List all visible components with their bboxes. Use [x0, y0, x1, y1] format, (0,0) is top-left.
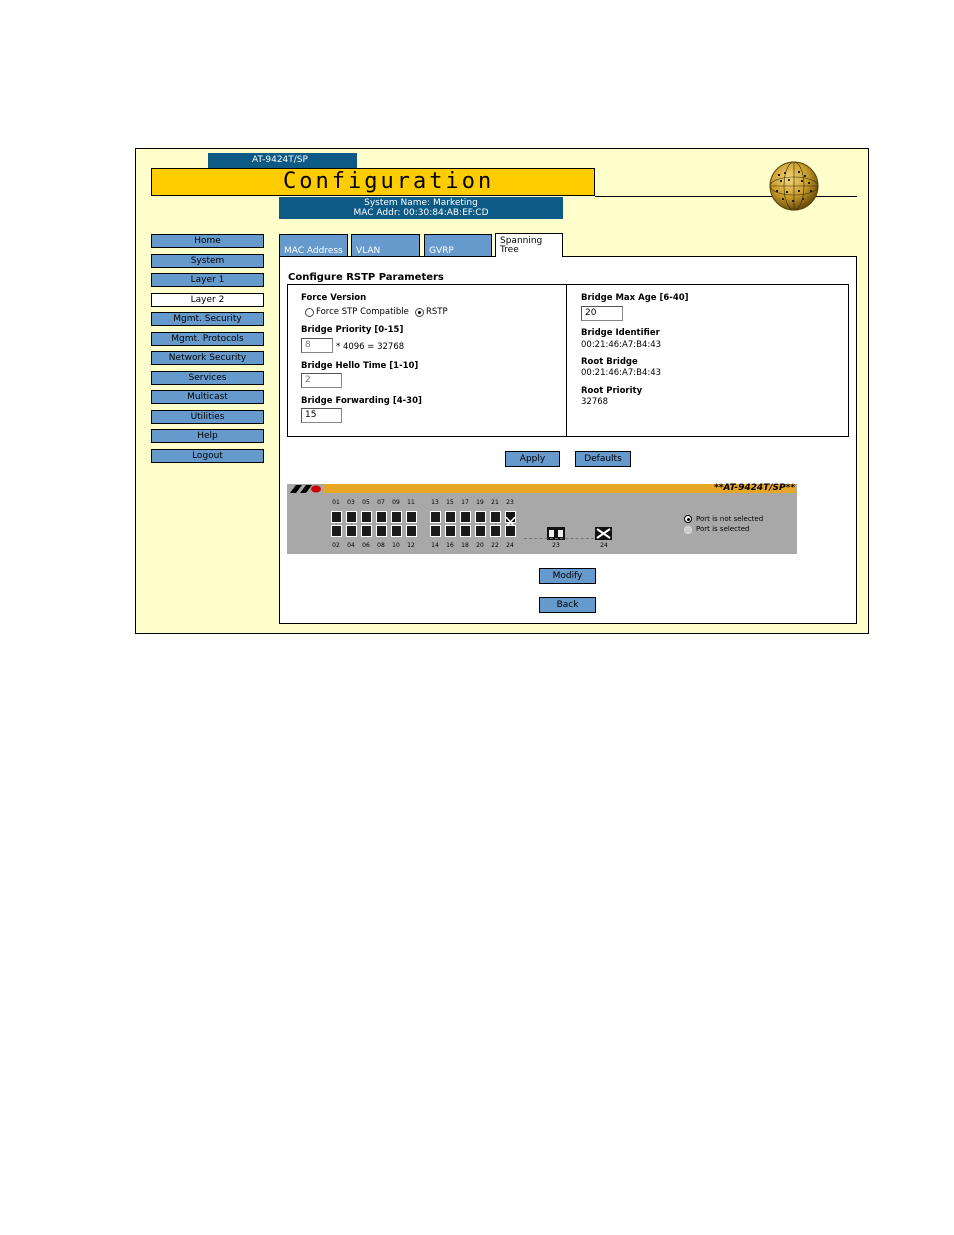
nav-layer2-button[interactable]: Layer 2: [151, 293, 264, 307]
switch-port[interactable]: [406, 525, 417, 537]
port-number-bottom: 04: [347, 542, 355, 549]
port-number-top: 01: [332, 499, 340, 506]
switch-port[interactable]: [490, 511, 501, 523]
switch-port[interactable]: [430, 525, 441, 537]
port-number-top: 09: [392, 499, 400, 506]
nav-logout-button[interactable]: Logout: [151, 449, 264, 463]
rstp-label: RSTP: [426, 307, 448, 317]
globe-logo-icon: [768, 160, 820, 212]
rstp-radio[interactable]: [415, 308, 424, 317]
sfp-24-label: 24: [600, 542, 608, 549]
port-number-top: 07: [377, 499, 385, 506]
port-number-top: 23: [506, 499, 514, 506]
port-number-bottom: 24: [506, 542, 514, 549]
port-number-bottom: 16: [446, 542, 454, 549]
bridge-hello-label: Bridge Hello Time [1-10]: [301, 361, 419, 371]
switch-port[interactable]: [346, 511, 357, 523]
port-number-bottom: 14: [431, 542, 439, 549]
switch-port[interactable]: [475, 511, 486, 523]
force-stp-radio[interactable]: [305, 308, 314, 317]
tab-spanning-tree[interactable]: [495, 233, 563, 257]
nav-mgmt-protocols-button[interactable]: Mgmt. Protocols: [151, 332, 264, 346]
nav-system-button[interactable]: System: [151, 254, 264, 268]
legend-not-selected-label: Port is not selected: [696, 515, 764, 523]
port-number-top: 03: [347, 499, 355, 506]
allied-telesyn-logo-icon: [290, 485, 322, 493]
switch-port[interactable]: [460, 525, 471, 537]
port-number-top: 21: [491, 499, 499, 506]
port-number-top: 19: [476, 499, 484, 506]
bridge-priority-input[interactable]: 8: [301, 338, 333, 353]
port-number-top: 15: [446, 499, 454, 506]
port-number-top: 11: [407, 499, 415, 506]
bridge-identifier-label: Bridge Identifier: [581, 328, 660, 338]
sfp-port-24-icon[interactable]: [595, 527, 612, 540]
sidebar-nav: [151, 234, 264, 468]
legend-selected-icon: [684, 526, 692, 534]
port-number-bottom: 06: [362, 542, 370, 549]
port-number-bottom: 12: [407, 542, 415, 549]
switch-port[interactable]: [460, 511, 471, 523]
system-name: System Name: Marketing: [364, 198, 478, 208]
port-number-top: 05: [362, 499, 370, 506]
switch-port[interactable]: [505, 511, 516, 523]
panel-divider: [566, 284, 567, 437]
root-bridge-value: 00:21:46:A7:B4:43: [581, 368, 662, 378]
port-number-top: 13: [431, 499, 439, 506]
bridge-max-age-input[interactable]: 20: [581, 306, 623, 321]
tab-tree-label: Tree: [500, 245, 519, 255]
switch-port[interactable]: [445, 511, 456, 523]
bridge-forwarding-label: Bridge Forwarding [4-30]: [301, 396, 422, 406]
nav-home-button[interactable]: Home: [151, 234, 264, 248]
switch-port[interactable]: [361, 511, 372, 523]
bridge-priority-label: Bridge Priority [0-15]: [301, 325, 404, 335]
root-bridge-label: Root Bridge: [581, 357, 638, 367]
port-number-bottom: 18: [461, 542, 469, 549]
switch-port[interactable]: [490, 525, 501, 537]
tab-spanning-label: Spanning: [500, 236, 543, 246]
sfp-connector-line: [524, 538, 594, 539]
nav-network-security-button[interactable]: Network Security: [151, 351, 264, 365]
port-number-bottom: 20: [476, 542, 484, 549]
port-number-top: 17: [461, 499, 469, 506]
root-priority-label: Root Priority: [581, 386, 643, 396]
section-title: Configure RSTP Parameters: [288, 272, 444, 283]
page-title: Configuration: [283, 169, 495, 194]
modify-button[interactable]: Modify: [539, 568, 596, 584]
switch-port[interactable]: [505, 525, 516, 537]
sfp-23-label: 23: [552, 542, 560, 549]
port-number-bottom: 08: [377, 542, 385, 549]
switch-port[interactable]: [331, 525, 342, 537]
switch-port[interactable]: [331, 511, 342, 523]
port-number-bottom: 10: [392, 542, 400, 549]
root-priority-value: 32768: [581, 397, 609, 407]
bridge-max-age-label: Bridge Max Age [6-40]: [581, 293, 689, 303]
switch-port[interactable]: [391, 511, 402, 523]
nav-layer1-button[interactable]: Layer 1: [151, 273, 264, 287]
legend-selected-label: Port is selected: [696, 525, 750, 533]
mac-address: MAC Addr: 00:30:84:AB:EF:CD: [353, 208, 489, 218]
force-stp-label: Force STP Compatible: [316, 307, 409, 317]
defaults-button[interactable]: Defaults: [575, 451, 631, 467]
port-number-bottom: 02: [332, 542, 340, 549]
switch-model-label: **AT-9424T/SP**: [714, 483, 796, 493]
bridge-identifier-value: 00:21:46:A7:B4:43: [581, 340, 662, 350]
system-info: [279, 197, 563, 219]
nav-mgmt-security-button[interactable]: Mgmt. Security: [151, 312, 264, 326]
switch-port[interactable]: [406, 511, 417, 523]
nav-utilities-button[interactable]: Utilities: [151, 410, 264, 424]
force-version-label: Force Version: [301, 293, 367, 303]
nav-services-button[interactable]: Services: [151, 371, 264, 385]
bridge-priority-calc: * 4096 = 32768: [336, 342, 405, 352]
bridge-hello-input[interactable]: 2: [301, 373, 342, 388]
port-number-bottom: 22: [491, 542, 499, 549]
model-tab: AT-9424T/SP: [208, 153, 357, 168]
nav-multicast-button[interactable]: Multicast: [151, 390, 264, 404]
switch-port[interactable]: [475, 525, 486, 537]
apply-button[interactable]: Apply: [505, 451, 560, 467]
switch-port[interactable]: [376, 525, 387, 537]
tab-gvrp[interactable]: GVRP: [424, 234, 492, 256]
legend-not-selected-icon: [684, 515, 692, 523]
tab-vlan[interactable]: VLAN: [351, 234, 420, 256]
switch-port[interactable]: [430, 511, 441, 523]
switch-port[interactable]: [346, 525, 357, 537]
tab-mac-address[interactable]: MAC Address: [279, 234, 348, 256]
back-button[interactable]: Back: [539, 597, 596, 613]
bridge-forwarding-input[interactable]: 15: [301, 408, 342, 423]
nav-help-button[interactable]: Help: [151, 429, 264, 443]
switch-port[interactable]: [376, 511, 387, 523]
switch-port[interactable]: [445, 525, 456, 537]
switch-port[interactable]: [391, 525, 402, 537]
switch-port[interactable]: [361, 525, 372, 537]
